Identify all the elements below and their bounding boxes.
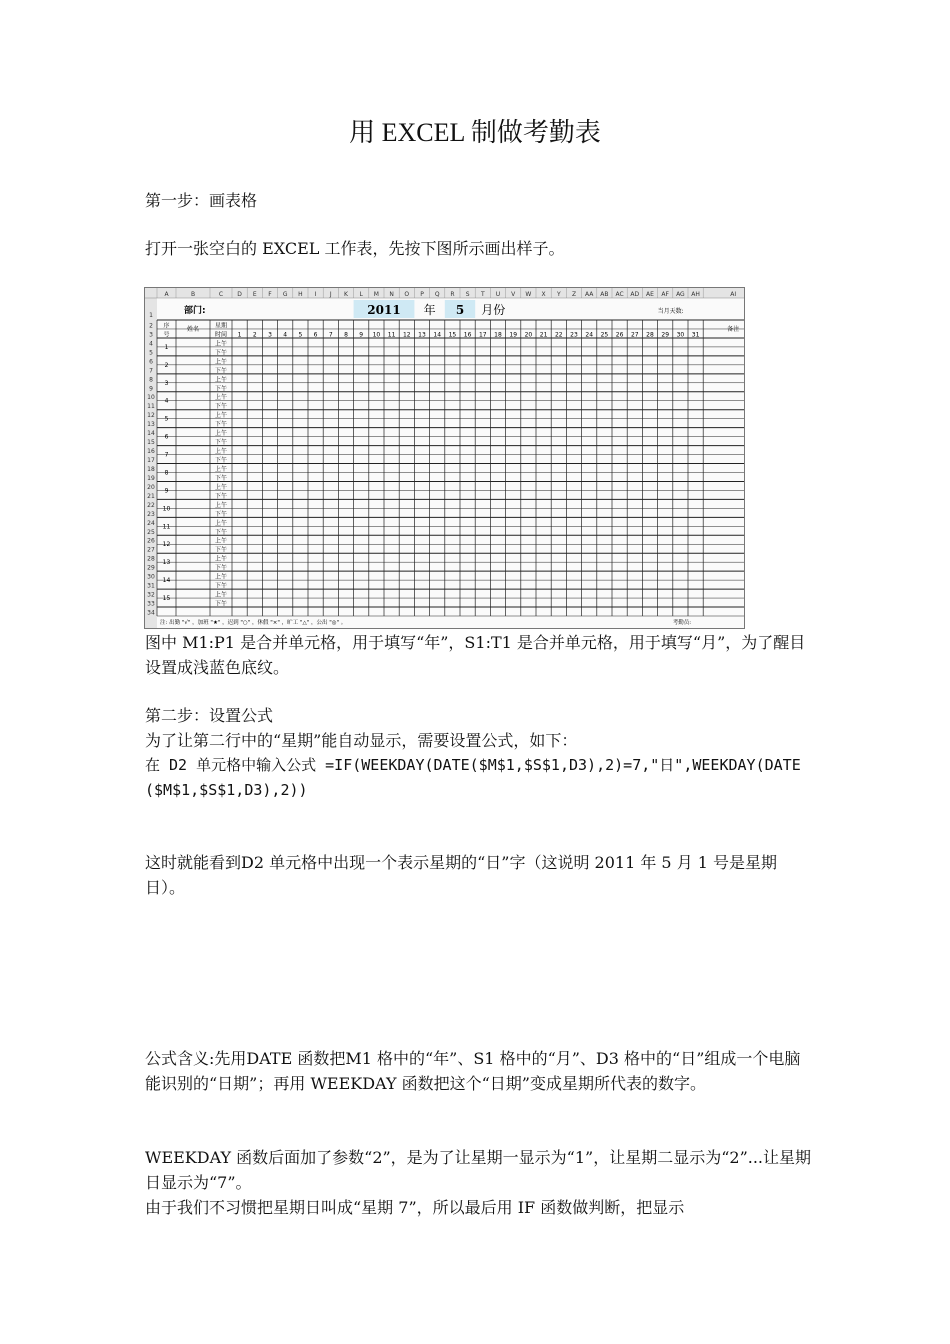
employee-number: 3 [164,379,169,387]
column-letter: AG [676,291,685,298]
am-label: 上午 [214,394,228,402]
row-number: 2 [149,322,153,330]
attendance-sheet-figure [144,287,745,629]
formula-meaning: 公式含义:先用DATE 函数把M1 格中的“年”、S1 格中的“月”、D3 格中的“日”组成一个电脑能识别的“日期”；再用 WEEKDAY 函数把这个“日期”变成星期所代表的数字。 [145,1049,801,1093]
row-number: 17 [147,457,155,465]
step1-heading: 第一步：画表格 [145,191,258,210]
result-text: 这时就能看到D2 单元格中出现一个表示星期的“日”字（这说明 2011 年 5 月 1 号是星期日）。 [145,853,778,897]
day-number: 17 [478,331,487,339]
pm-label: 下午 [214,439,228,447]
employee-number: 7 [164,451,169,459]
row-number: 21 [147,492,155,500]
am-label: 上午 [214,358,228,366]
checker-label: 考勤员: [672,620,692,626]
column-letter: G [282,291,288,298]
day-number: 16 [463,331,472,339]
row-number: 26 [147,537,155,545]
day-number: 8 [344,331,348,339]
row-number: 6 [149,358,153,366]
employee-number: 4 [164,397,169,405]
column-letter: AC [615,291,624,298]
day-number: 27 [630,331,639,339]
column-letter: K [344,291,348,298]
column-letter: AB [600,291,609,298]
day-number: 22 [554,331,563,339]
row-number: 11 [147,403,155,411]
column-letter: AA [585,291,594,298]
day-number: 3 [268,331,272,339]
column-letter: D [237,291,242,298]
month-value: 5 [455,303,465,317]
pm-label: 下午 [214,546,228,554]
employee-number: 5 [164,415,169,423]
column-letter: L [359,291,363,298]
day-number: 29 [661,331,670,339]
day-number: 18 [494,331,502,339]
column-letter: A [164,291,169,298]
pm-label: 下午 [214,582,228,590]
day-number: 21 [539,331,548,339]
am-label: 上午 [214,483,228,491]
column-letter: AE [646,291,654,298]
pm-label: 下午 [214,385,228,393]
row-number: 29 [147,564,155,572]
dept-label: 部门: [184,306,206,316]
seq-header-2: 号 [163,331,170,339]
document-title: 用 EXCEL 制做考勤表 [349,118,601,147]
day-number: 23 [570,331,578,339]
row-number: 9 [149,385,153,393]
column-letter: AI [730,291,737,298]
day-number: 28 [646,331,654,339]
am-label: 上午 [214,412,228,420]
pm-label: 下午 [214,457,228,465]
row-number: 28 [147,555,155,563]
employee-number: 15 [162,595,171,603]
row-number: 25 [147,528,155,536]
pm-label: 下午 [214,510,228,518]
pm-label: 下午 [214,564,228,572]
column-letter: O [404,291,410,298]
row-number: 1 [149,312,153,319]
row-number: 34 [147,609,155,617]
column-letter: T [480,291,485,298]
employee-number: 10 [162,505,171,513]
am-label: 上午 [214,465,228,473]
pm-label: 下午 [214,492,228,500]
day-number: 31 [691,331,700,339]
column-letter: Y [556,291,561,298]
row-number: 4 [149,340,153,348]
row-number: 5 [149,349,153,357]
column-letter: U [495,291,501,298]
column-letter: AH [691,291,700,298]
row-number: 33 [147,600,155,608]
column-letter: Z [571,291,577,298]
am-label: 上午 [214,591,228,599]
row-number: 14 [147,430,155,438]
am-label: 上午 [214,501,228,509]
day-number: 4 [283,331,288,339]
day-number: 15 [448,331,457,339]
column-letter: AF [661,291,669,298]
row-number: 12 [147,412,155,420]
weekday-param-text: WEEKDAY 函数后面加了参数“2”，是为了让星期一显示为“1”，让星期二显示为“2”...让星期日显示为“7”。 [145,1148,812,1192]
name-header: 姓名 [186,325,200,333]
day-number: 20 [524,331,533,339]
row-number: 16 [147,448,155,456]
day-number: 9 [359,331,364,339]
day-number: 19 [509,331,518,339]
column-header-band [145,288,744,298]
pm-label: 下午 [214,474,228,482]
day-number: 10 [372,331,381,339]
year-value: 2011 [367,303,401,317]
row-number: 19 [147,474,155,482]
column-letter: P [420,291,424,298]
employee-number: 11 [162,523,171,531]
time-header: 时间 [214,331,228,339]
employee-number: 1 [164,343,169,351]
employee-number: 13 [162,559,171,567]
column-letter: Q [434,291,440,298]
column-letter: R [450,291,455,298]
employee-number: 14 [162,577,171,585]
day-number: 24 [585,331,594,339]
day-number: 6 [313,331,318,339]
row-number: 8 [149,376,153,384]
day-number: 11 [387,331,396,339]
step2-heading: 第二步：设置公式 [145,706,274,725]
day-number: 26 [615,331,624,339]
day-number: 5 [298,331,303,339]
day-number: 1 [237,331,242,339]
column-letter: C [218,291,224,298]
column-letter: V [511,291,516,298]
row-number: 31 [147,582,155,590]
step2-intro: 为了让第二行中的“星期”能自动显示，需要设置公式，如下： [145,731,578,750]
am-label: 上午 [214,448,228,456]
column-letter: X [541,291,546,298]
employee-number: 2 [164,361,169,369]
row-number: 22 [147,501,155,509]
row-number: 7 [149,367,153,375]
legend-text: 注: 出勤 "√" ，加班 "★" ，迟到 "○" ，休假 "×" ，旷工 "△" ，公出 "◎" 。 [160,620,347,626]
column-letter: M [373,291,379,298]
am-label: 上午 [214,555,228,563]
day-number: 2 [252,331,257,339]
pm-label: 下午 [214,528,228,536]
day-number: 13 [418,331,426,339]
column-letter: B [190,291,196,298]
column-letter: F [268,291,272,298]
day-number: 25 [600,331,609,339]
day-number: 30 [676,331,685,339]
am-label: 上午 [214,519,228,527]
formula-text: 在 D2 单元格中输入公式 =IF(WEEKDAY(DATE($M$1,$S$1,D3),2)=7,"日",WEEKDAY(DATE($M$1,$S$1,D3),2)) [145,756,801,799]
column-letter: H [298,291,303,298]
am-label: 上午 [214,340,228,348]
column-letter: W [525,291,532,298]
column-letter: J [329,291,332,298]
month-label: 月份 [481,303,506,317]
figure-caption: 图中 M1:P1 是合并单元格，用于填写“年”，S1:T1 是合并单元格，用于填写“月”，为了醒目设置成浅蓝色底纹。 [145,633,806,677]
row-number: 23 [147,510,155,518]
am-label: 上午 [214,376,228,384]
column-letter: S [465,291,470,298]
day-number: 14 [433,331,442,339]
seq-header: 序 [163,322,170,330]
pm-label: 下午 [214,421,228,429]
am-label: 上午 [214,537,228,545]
row-number: 27 [147,546,155,554]
weekday-header: 星期 [214,322,228,330]
column-letter: AD [630,291,640,298]
row-number: 32 [147,591,155,599]
employee-number: 12 [162,541,171,549]
row-number: 13 [147,421,155,429]
row-number: 18 [147,465,155,473]
days-label: 当月天数: [657,308,684,315]
year-label: 年 [423,303,436,317]
column-letter: N [389,291,394,298]
remark-header: 备注 [727,325,740,333]
day-number: 12 [402,331,411,339]
column-letter: E [252,291,257,298]
row-number: 10 [147,394,155,402]
pm-label: 下午 [214,349,228,357]
am-label: 上午 [214,430,228,438]
am-label: 上午 [214,573,228,581]
column-letter: I [314,291,317,298]
row-number: 15 [147,439,155,447]
pm-label: 下午 [214,600,228,608]
row-number: 20 [147,483,155,491]
day-number: 7 [328,331,333,339]
row-number: 24 [147,519,155,527]
pm-label: 下午 [214,367,228,375]
step1-instruction: 打开一张空白的 EXCEL 工作表，先按下图所示画出样子。 [145,239,565,258]
employee-number: 9 [164,487,169,495]
pm-label: 下午 [214,403,228,411]
employee-number: 6 [164,433,169,441]
if-explanation-text: 由于我们不习惯把星期日叫成“星期 7”，所以最后用 IF 函数做判断，把显示 [145,1198,685,1217]
row-number: 3 [149,331,153,339]
row-number: 30 [147,573,155,581]
employee-number: 8 [164,469,169,477]
